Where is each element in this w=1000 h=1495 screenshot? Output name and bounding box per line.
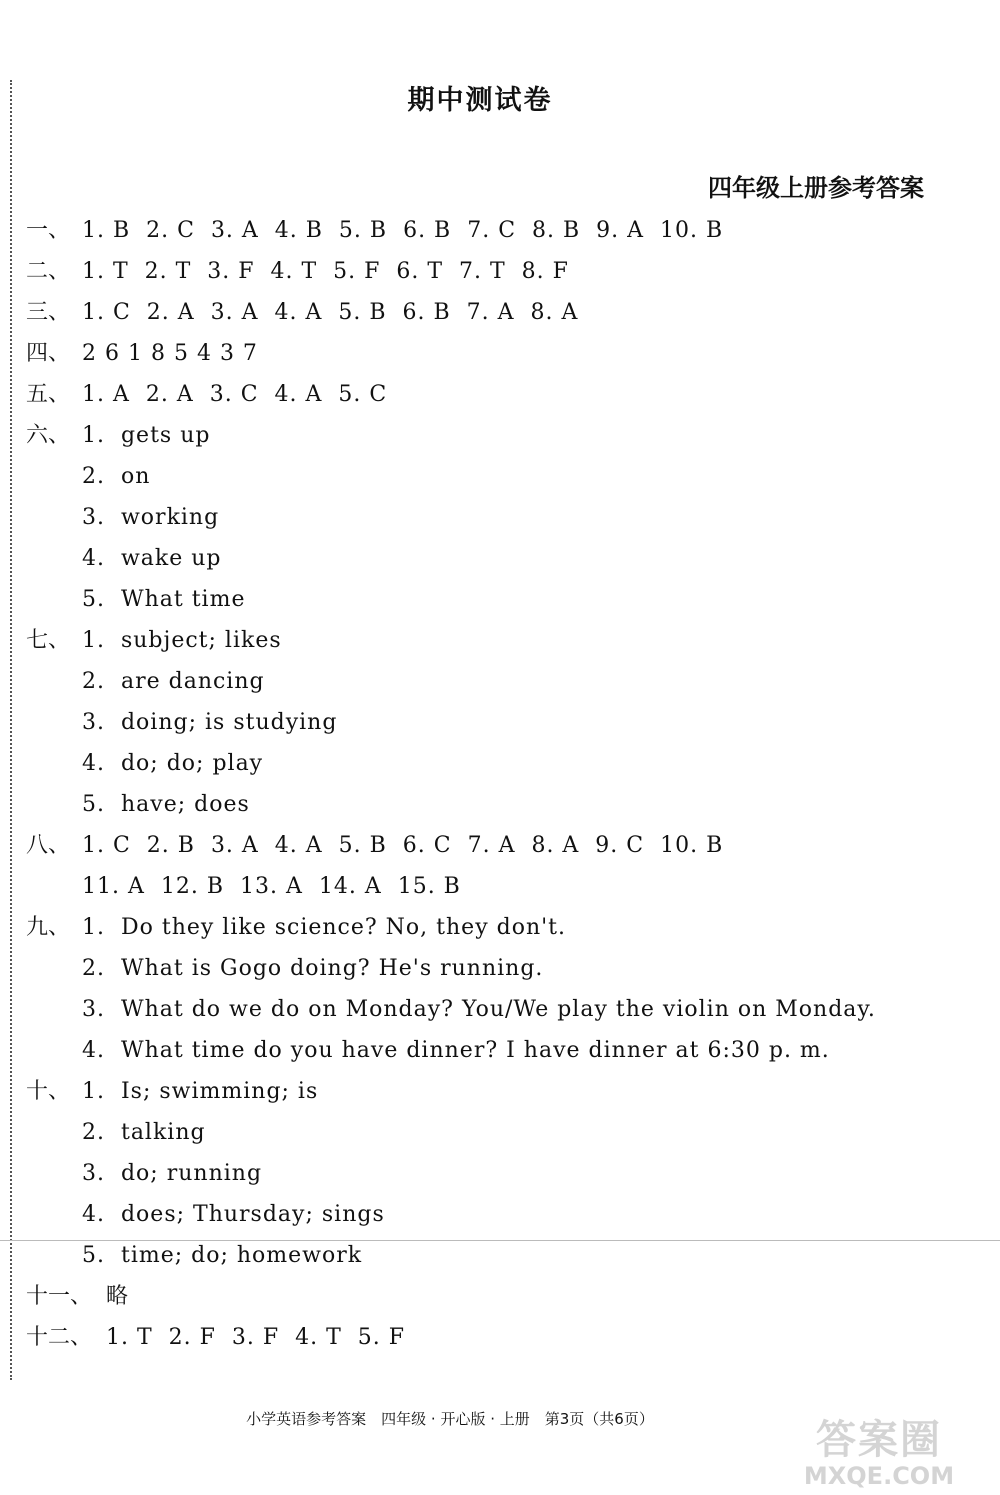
section-label: 十一、: [26, 1284, 93, 1309]
section-label: 九、: [26, 915, 71, 940]
section-label: [26, 538, 82, 579]
answer-text: 5. What time: [82, 587, 246, 612]
answer-row: [26, 702, 966, 743]
answer-row: [26, 620, 966, 661]
answer-row: [26, 989, 966, 1030]
section-label: [26, 661, 82, 702]
watermark-logo: [774, 1418, 984, 1490]
section-label: [26, 1194, 82, 1235]
section-label: [26, 743, 82, 784]
answer-row: [26, 456, 966, 497]
answer-text: 1. subject; likes: [82, 628, 282, 653]
section-label: [26, 1235, 82, 1276]
section-label: [26, 456, 82, 497]
answer-text: 1. A 2. A 3. C 4. A 5. C: [82, 382, 388, 407]
section-label: [26, 1030, 82, 1071]
binding-dotted-line: [10, 80, 12, 1380]
answer-text: 5. time; do; homework: [82, 1243, 363, 1268]
answer-text: 5. have; does: [82, 792, 250, 817]
answer-text: 1. C 2. B 3. A 4. A 5. B 6. C 7. A 8. A 9. C 10. B: [82, 833, 724, 858]
answer-text: 3. doing; is studying: [82, 710, 338, 735]
answer-row: [26, 251, 966, 292]
answer-row: [26, 1194, 966, 1235]
answer-text: 1. B 2. C 3. A 4. B 5. B 6. B 7. C 8. B 9. A 10. B: [82, 218, 724, 243]
section-label: 十、: [26, 1079, 71, 1104]
answer-row: [26, 1030, 966, 1071]
section-label: [26, 989, 82, 1030]
answer-row: [26, 333, 966, 374]
answer-row: [26, 1317, 966, 1358]
section-label: 二、: [26, 259, 71, 284]
answer-row: [26, 1112, 966, 1153]
page-footer: 小学英语参考答案 四年级 · 开心版 · 上册 第3页（共6页）: [246, 1410, 654, 1428]
answer-text: 2 6 1 8 5 4 3 7: [82, 341, 258, 366]
answer-text: 略: [106, 1284, 130, 1309]
section-label: 五、: [26, 382, 71, 407]
answer-row: [26, 210, 966, 251]
answer-text: 3. working: [82, 505, 220, 530]
answer-row: [26, 292, 966, 333]
page-subtitle: 四年级上册参考答案: [708, 174, 924, 202]
section-label: 八、: [26, 833, 71, 858]
answer-row: [26, 374, 966, 415]
answer-text: 4. does; Thursday; sings: [82, 1202, 385, 1227]
section-label: 三、: [26, 300, 71, 325]
answer-row: [26, 579, 966, 620]
section-label: 六、: [26, 423, 71, 448]
watermark-text-en: MXQE.COM: [803, 1462, 955, 1490]
section-label: [26, 579, 82, 620]
answer-row: [26, 948, 966, 989]
answer-text: 11. A 12. B 13. A 14. A 15. B: [82, 874, 461, 899]
answer-list: [26, 210, 966, 1358]
answer-row: [26, 866, 966, 907]
section-label: 十二、: [26, 1325, 93, 1350]
answer-text: 1. Is; swimming; is: [82, 1079, 319, 1104]
answer-row: [26, 743, 966, 784]
watermark-text-cn: 答案圈: [816, 1417, 942, 1463]
answer-text: 1. C 2. A 3. A 4. A 5. B 6. B 7. A 8. A: [82, 300, 579, 325]
answer-text: 2. talking: [82, 1120, 206, 1145]
section-label: [26, 784, 82, 825]
answer-text: 3. What do we do on Monday? You/We play the violin on Monday.: [82, 997, 876, 1022]
answer-row: [26, 907, 966, 948]
section-label: [26, 702, 82, 743]
page-title: 期中测试卷: [407, 85, 553, 116]
answer-text: 1. T 2. T 3. F 4. T 5. F 6. T 7. T 8. F: [82, 259, 569, 284]
section-label: 四、: [26, 341, 71, 366]
answer-row: [26, 1276, 966, 1317]
section-label: [26, 866, 82, 907]
answer-row: [26, 538, 966, 579]
answer-text: 2. on: [82, 464, 151, 489]
answer-text: 3. do; running: [82, 1161, 263, 1186]
answer-text: 1. T 2. F 3. F 4. T 5. F: [106, 1325, 406, 1350]
answer-row: [26, 415, 966, 456]
answer-text: 2. are dancing: [82, 669, 265, 694]
answer-text: 4. What time do you have dinner? I have dinner at 6:30 p. m.: [82, 1038, 830, 1063]
answer-text: 4. do; do; play: [82, 751, 264, 776]
answer-row: [26, 1235, 966, 1276]
section-label: [26, 497, 82, 538]
section-label: 一、: [26, 218, 71, 243]
section-label: [26, 1112, 82, 1153]
answer-row: [26, 1153, 966, 1194]
answer-text: 4. wake up: [82, 546, 222, 571]
answer-text: 1. gets up: [82, 423, 211, 448]
section-label: 七、: [26, 628, 71, 653]
answer-text: 1. Do they like science? No, they don't.: [82, 915, 566, 940]
answer-row: [26, 497, 966, 538]
section-label: [26, 1153, 82, 1194]
answer-row: [26, 825, 966, 866]
answer-row: [26, 1071, 966, 1112]
answer-row: [26, 784, 966, 825]
answer-text: 2. What is Gogo doing? He's running.: [82, 956, 544, 981]
answer-row: [26, 661, 966, 702]
section-label: [26, 948, 82, 989]
